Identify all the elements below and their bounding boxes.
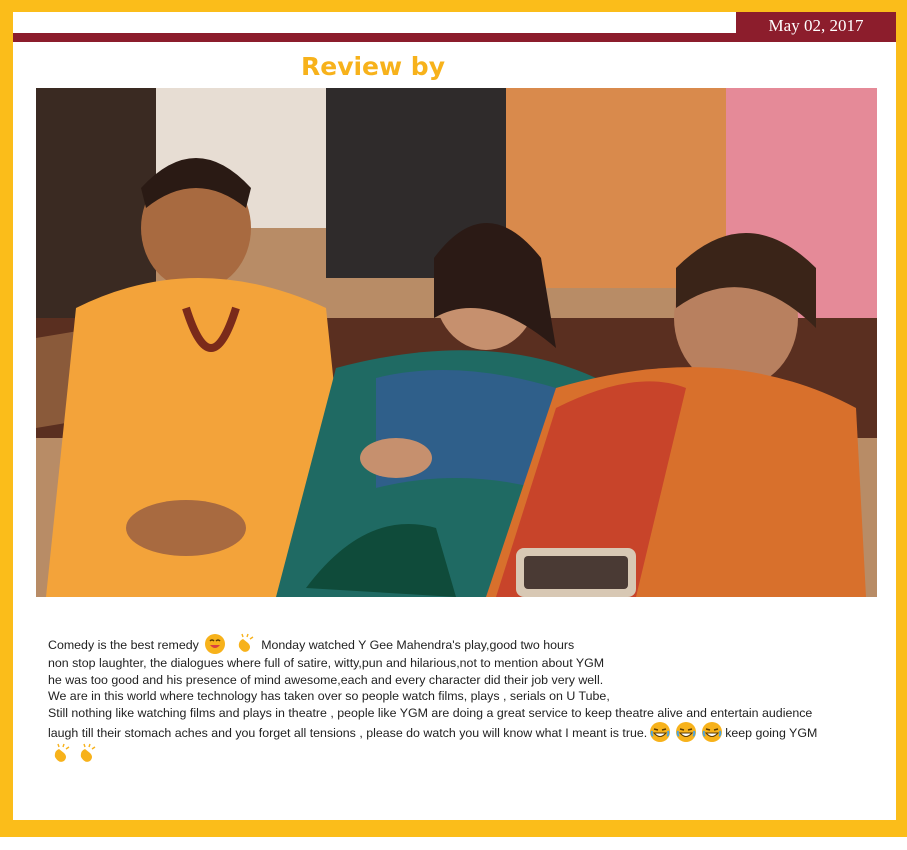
laughing-face-icon (649, 721, 671, 743)
review-line-7 (48, 721, 878, 743)
laughing-face-icon (675, 721, 697, 743)
clapping-hands-icon (234, 633, 256, 655)
clapping-hands-icon (50, 743, 72, 765)
review-line-2-text: Monday watched Y Gee Mahendra's play,good two hours (261, 638, 575, 652)
review-body (48, 633, 878, 765)
photo-illustration (36, 88, 877, 597)
review-line-1 (48, 633, 878, 655)
review-line-9 (48, 743, 878, 765)
clapping-hands-icon (76, 743, 98, 765)
review-line-1-text: Comedy is the best remedy (48, 638, 199, 652)
date-label: May 02, 2017 (736, 12, 896, 40)
review-line-5: We are in this world where technology has taken over so people watch films, plays , serials on U Tube, (48, 689, 610, 703)
review-line-7-text: laugh till their stomach aches and you forget all tensions , please do watch you will know what I meant is true. (48, 726, 648, 740)
review-photo (36, 88, 877, 597)
grinning-face-icon (204, 633, 226, 655)
review-line-6: Still nothing like watching films and plays in theatre , people like YGM are doing a great service to keep theatre alive and entertain audience (48, 705, 813, 720)
article-page (13, 12, 896, 820)
review-line-3: non stop laughter, the dialogues where full of satire, witty,pun and hilarious,not to mention about YGM (48, 656, 605, 670)
review-line-4: he was too good and his presence of mind awesome,each and every character did their job very well. (48, 672, 604, 687)
laughing-face-icon (701, 721, 723, 743)
review-title: Review by (300, 52, 446, 81)
review-line-8-text: keep going YGM (725, 726, 818, 740)
